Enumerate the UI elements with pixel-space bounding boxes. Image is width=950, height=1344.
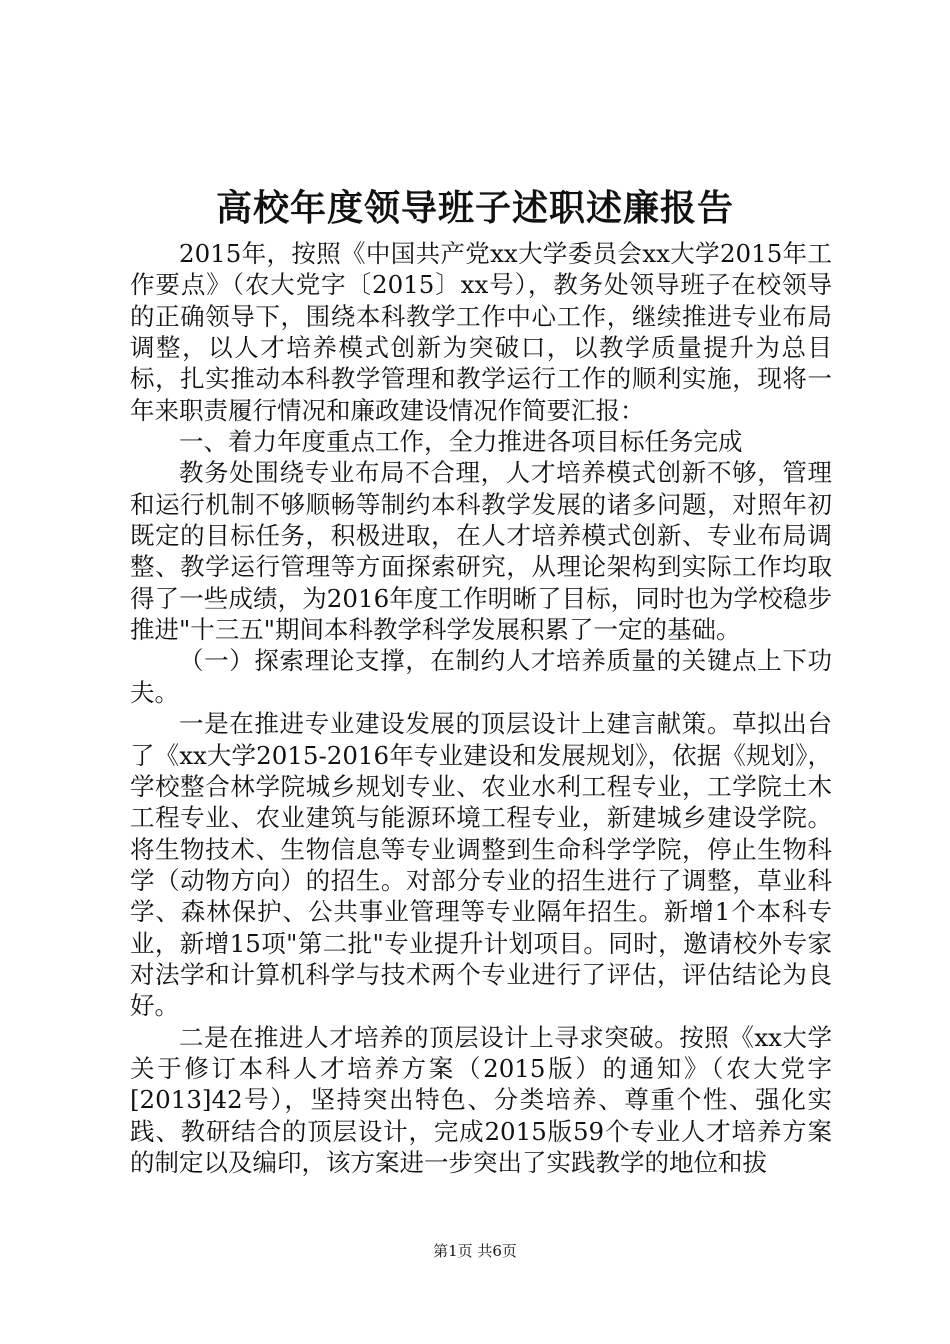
paragraph-overview: 教务处围绕专业布局不合理，人才培养模式创新不够，管理和运行机制不够顺畅等制约本科教学发展的诸多问题，对照年初既定的目标任务，积极进取，在人才培养模式创新、专业布局调整、教学运行管理等方面探索研究，从理论架构到实际工作均取得了一些成绩，为2016年度工作明晰了目标，同时也为学校稳步推进"十三五"期间本科教学科学发展积累了一定的基础。 bbox=[130, 458, 832, 645]
subsection-heading-1: （一）探索理论支撑，在制约人才培养质量的关键点上下功夫。 bbox=[130, 646, 832, 707]
document-body bbox=[130, 238, 832, 1178]
paragraph-intro: 2015年，按照《中国共产党xx大学委员会xx大学2015年工作要点》（农大党字〔2015〕xx号），教务处领导班子在校领导的正确领导下，围绕本科教学工作中心工作，继续推进专业布局调整，以人才培养模式创新为突破口，以教学质量提升为总目标，扎实推动本科教学管理和教学运行工作的顺利实施，现将一年来职责履行情况和廉政建设情况作简要汇报： bbox=[130, 239, 832, 425]
page-footer: 第1页 共6页 bbox=[433, 1242, 517, 1260]
paragraph-point-1: 一是在推进专业建设发展的顶层设计上建言献策。草拟出台了《xx大学2015-2016年专业建设和发展规划》，依据《规划》，学校整合林学院城乡规划专业、农业水利工程专业，工学院土木工程专业、农业建筑与能源环境工程专业，新建城乡建设学院。将生物技术、生物信息等专业调整到生命科学学院，停止生物科学（动物方向）的招生。对部分专业的招生进行了调整，草业科学、森林保护、公共事业管理等专业隔年招生。新增1个本科专业，新增15项"第二批"专业提升计划项目。同时，邀请校外专家对法学和计算机科学与技术两个专业进行了评估，评估结论为良好。 bbox=[130, 709, 832, 1021]
paragraph-point-2: 二是在推进人才培养的顶层设计上寻求突破。按照《xx大学关于修订本科人才培养方案（2015版）的通知》（农大党字[2013]42号），坚持突出特色、分类培养、尊重个性、强化实践、教研结合的顶层设计，完成2015版59个专业人才培养方案的制定以及编印，该方案进一步突出了实践教学的地位和拔 bbox=[130, 1022, 832, 1177]
section-heading-1: 一、着力年度重点工作，全力推进各项目标任务完成 bbox=[179, 427, 743, 457]
document-title: 高校年度领导班子述职述廉报告 bbox=[215, 187, 734, 229]
